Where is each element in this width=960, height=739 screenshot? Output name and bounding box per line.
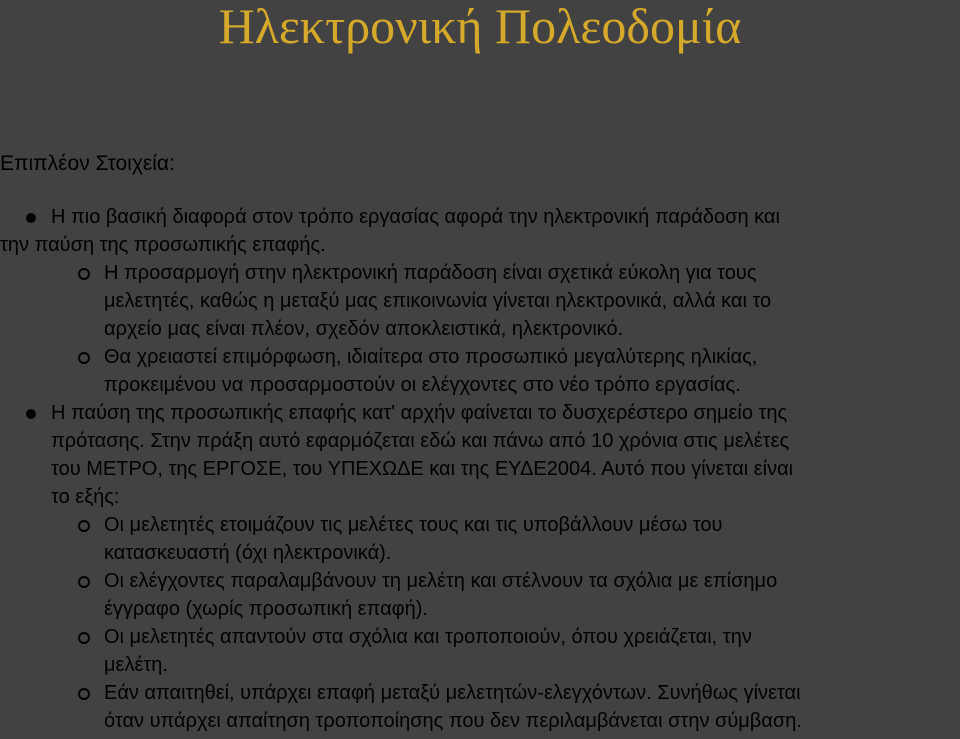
filled-bullet-icon [26,409,36,419]
list-item-line: Εάν απαιτηθεί, υπάρχει επαφή μεταξύ μελετητών-ελεγχόντων. Συνήθως γίνεται [104,682,801,704]
list-item [0,203,960,259]
list-item [0,623,960,679]
list-item-line: έγγραφο (χωρίς προσωπική επαφή). [104,598,428,620]
slide-title: Ηλεκτρονική Πολεοδομία [218,0,742,54]
list-item-line: την παύση της προσωπικής επαφής. [0,234,326,256]
list-item-line: το εξής: [51,486,120,508]
list-item-line: αρχείο μας είναι πλέον, σχεδόν αποκλειστικά, ηλεκτρονικό. [104,318,624,340]
list-item [0,259,960,343]
list-item-line: μελετητές, καθώς η μεταξύ μας επικοινωνία γίνεται ηλεκτρονικά, αλλά και το [104,290,772,312]
hollow-bullet-icon [78,632,90,644]
list-item-line: όταν υπάρχει απαίτηση τροποποίησης που δεν περιλαμβάνεται στην σύμβαση. [104,710,802,732]
list-item-line: του ΜΕΤΡΟ, της ΕΡΓΟΣΕ, του ΥΠΕΧΩΔΕ και της ΕΥΔΕ2004. Αυτό που γίνεται είναι [51,458,794,480]
list-item-line: Οι ελέγχοντες παραλαμβάνουν τη μελέτη και στέλνουν τα σχόλια με επίσημο [104,570,778,592]
list-item-line: Οι μελετητές ετοιμάζουν τις μελέτες τους και τις υποβάλλουν μέσω του [104,514,723,536]
hollow-bullet-icon [78,268,90,280]
list-item-line: Η πιο βασική διαφορά στον τρόπο εργασίας αφορά την ηλεκτρονική παράδοση και [51,206,780,228]
list-item [0,511,960,567]
list-item-line: πρότασης. Στην πράξη αυτό εφαρμόζεται εδώ και πάνω από 10 χρόνια στις μελέτες [51,430,790,452]
hollow-bullet-icon [78,576,90,588]
section-subtitle: Επιπλέον Στοιχεία: [0,152,175,175]
bullet-list [0,203,960,735]
hollow-bullet-icon [78,352,90,364]
list-item-line: Θα χρειαστεί επιμόρφωση, ιδιαίτερα στο προσωπικό μεγαλύτερης ηλικίας, [104,346,758,368]
list-item-line: κατασκευαστή (όχι ηλεκτρονικά). [104,542,392,564]
list-item-line: Η προσαρμογή στην ηλεκτρονική παράδοση είναι σχετικά εύκολη για τους [104,262,757,284]
list-item [0,343,960,399]
filled-bullet-icon [26,213,36,223]
list-item-line: μελέτη. [104,654,168,676]
list-item [0,399,960,511]
list-item-line: Η παύση της προσωπικής επαφής κατ' αρχήν φαίνεται το δυσχερέστερο σημείο της [51,402,788,424]
list-item-line: Οι μελετητές απαντούν στα σχόλια και τροποποιούν, όπου χρειάζεται, την [104,626,752,648]
list-item [0,567,960,623]
hollow-bullet-icon [78,688,90,700]
hollow-bullet-icon [78,520,90,532]
list-item-line: προκειμένου να προσαρμοστούν οι ελέγχοντες στο νέο τρόπο εργασίας. [104,374,741,396]
list-item [0,679,960,735]
